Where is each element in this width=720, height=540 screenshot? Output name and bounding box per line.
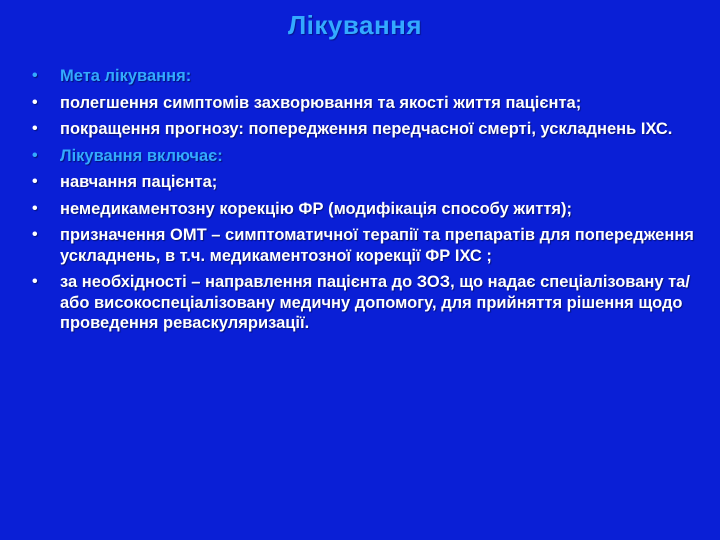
slide-title: Лікування (287, 10, 423, 40)
bullet-marker: • (32, 199, 38, 217)
bullet-text: призначення ОМТ – симптоматичної терапії та препаратів для попередження ускладнень, в т.ч. медикаментозної корекції ФР ІХС ; (60, 226, 694, 265)
bullet-item (30, 225, 702, 266)
bullet-text: Мета лікування: (60, 67, 192, 85)
bullet-text: полегшення симптомів захворювання та якості життя пацієнта; (60, 93, 582, 112)
bullet-item (30, 93, 702, 114)
bullet-item (30, 66, 702, 87)
bullet-text: покращення прогнозу: попередження передчасної смерті, ускладнень ІХС. (60, 120, 673, 138)
bullet-item (30, 172, 702, 193)
bullet-marker: • (32, 146, 38, 164)
bullet-text: навчання пацієнта; (60, 173, 218, 191)
bullet-item (30, 146, 702, 167)
bullet-marker: • (32, 93, 38, 111)
bullet-item (30, 272, 702, 334)
bullet-item (30, 119, 702, 140)
bullet-marker: • (32, 67, 38, 84)
bullet-item (30, 199, 702, 220)
bullet-text: Лікування включає: (60, 146, 223, 165)
bullet-marker: • (32, 226, 38, 243)
bullet-text: немедикаментозну корекцію ФР (модифікація способу життя); (60, 199, 573, 218)
bullet-marker: • (32, 273, 38, 290)
bullet-text: за необхідності – направлення пацієнта до ЗОЗ, що надає спеціалізовану та/або високоспеціалізовану медичну допомогу, для прийняття рішення щодо проведення реваскуляризації. (60, 273, 690, 332)
bullet-marker: • (32, 120, 38, 137)
bullet-marker: • (32, 173, 38, 190)
bullet-list (30, 66, 702, 340)
